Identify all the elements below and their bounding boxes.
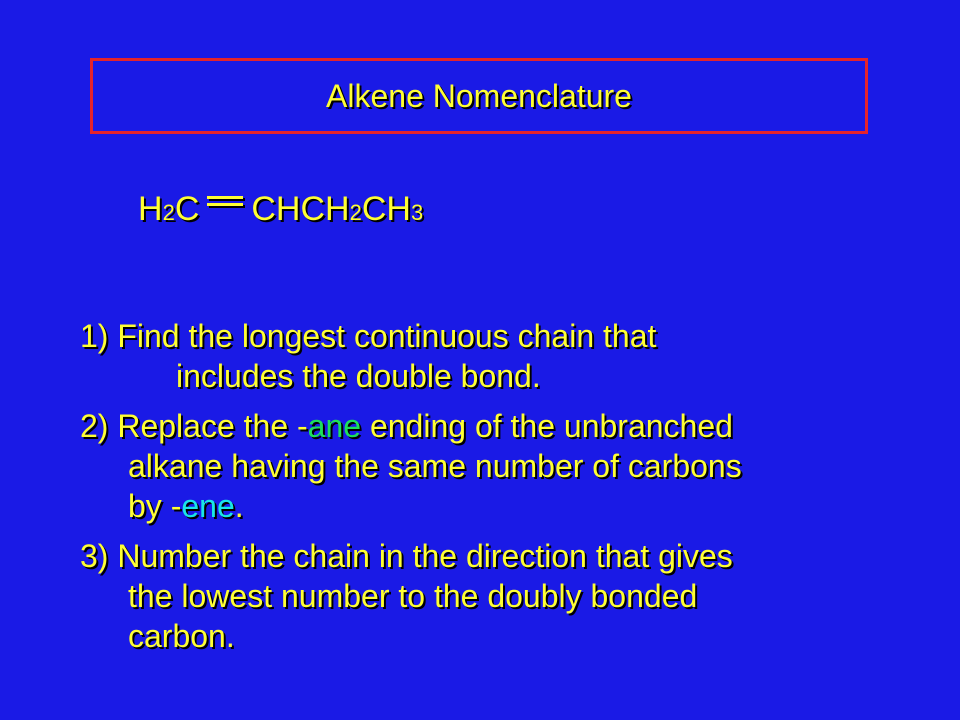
slide-title: Alkene Nomenclature [326, 77, 632, 114]
rule-2-text-c: by - [128, 488, 182, 524]
rule-2-text-a: 2) Replace the - [80, 408, 308, 444]
rule-1 [80, 316, 880, 396]
rule-2-text-b: ending of the unbranched [361, 408, 733, 444]
rule-2 [80, 406, 880, 526]
suffix-ene: ene [181, 488, 235, 524]
rule-2-line-1 [80, 406, 880, 446]
rule-3-line-1: 3) Number the chain in the direction that gives [80, 538, 733, 574]
formula-chch: CHCH [251, 190, 350, 228]
rule-3-line-2: the lowest number to the doubly bonded [128, 578, 698, 614]
rule-1-line-1: 1) Find the longest continuous chain that [80, 318, 657, 354]
rule-3 [80, 536, 880, 656]
rule-3-line-3: carbon. [128, 618, 235, 654]
rules-list [80, 316, 880, 666]
rule-2-line-3 [80, 486, 880, 526]
chemical-formula: H 2 C CHCH 2 CH 3 [138, 190, 424, 228]
double-bond-icon [207, 194, 243, 220]
formula-ch: CH [361, 190, 411, 228]
formula-h: H [138, 190, 163, 228]
formula-c: C [174, 190, 200, 228]
rule-2-line-2: alkane having the same number of carbons [128, 448, 742, 484]
rule-2-text-d: . [234, 488, 244, 524]
title-box [90, 58, 868, 134]
suffix-ane: ane [307, 408, 362, 444]
rule-1-line-2: includes the double bond. [176, 358, 541, 394]
